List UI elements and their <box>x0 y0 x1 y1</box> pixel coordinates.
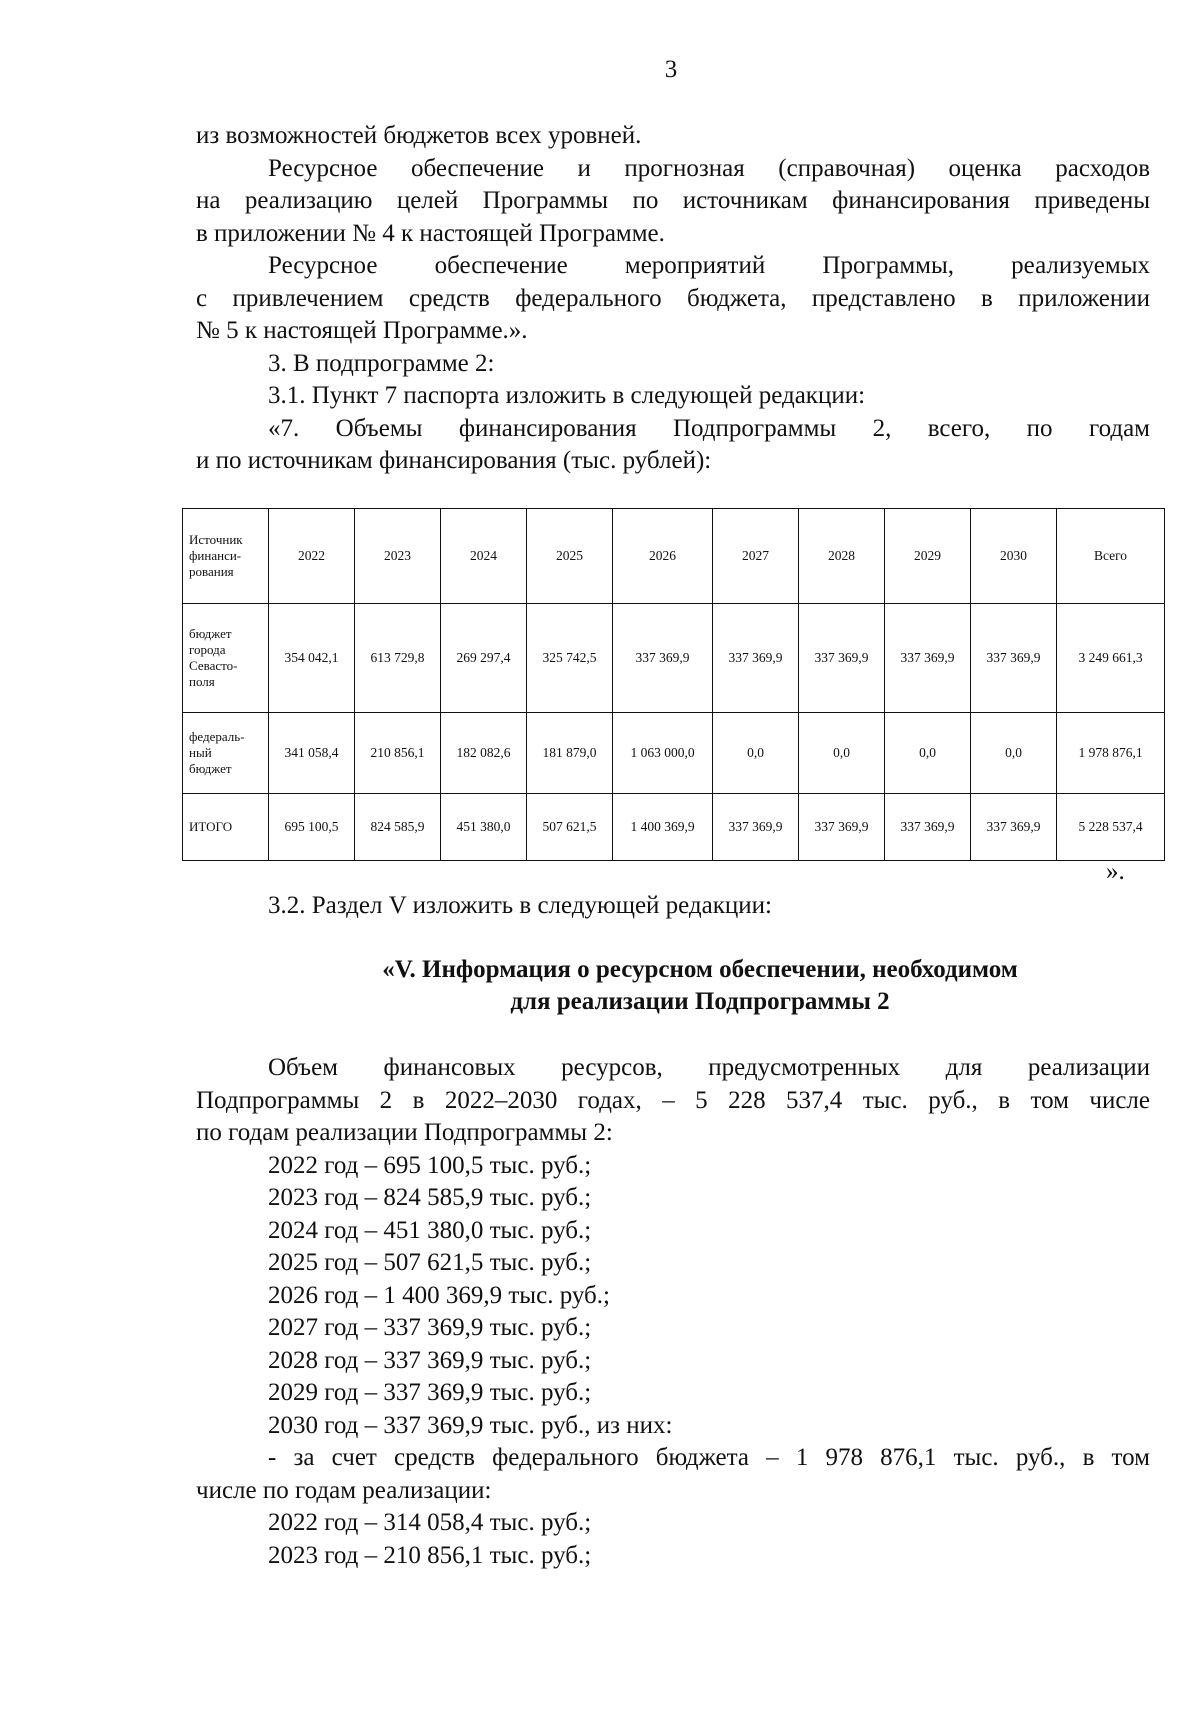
paragraph-continuation: из возможностей бюджетов всех уровней. <box>196 122 642 149</box>
header-source-line: финанси- <box>189 548 242 563</box>
row-source-cell <box>183 604 269 713</box>
value-cell: 182 082,6 <box>441 713 527 794</box>
federal-line1: - за счет средств федерального бюджета – 1 978 876,1 тыс. руб., в том <box>268 1444 1150 1471</box>
table-row <box>183 794 1165 861</box>
body-line3: по годам реализации Подпрограммы 2: <box>196 1119 613 1146</box>
source-line: Севасто- <box>189 658 238 673</box>
source-line: федераль- <box>189 729 245 744</box>
paragraph-federal-line2: с привлечением средств федерального бюджета, представлено в приложении <box>196 285 1150 312</box>
year-line: 2027 год – 337 369,9 тыс. руб.; <box>268 1314 592 1341</box>
federal-year-line: 2023 год – 210 856,1 тыс. руб.; <box>268 1542 592 1569</box>
section-heading <box>250 954 1150 1018</box>
section-heading-line2: для реализации Подпрограммы 2 <box>510 988 890 1015</box>
header-year-cell: 2023 <box>355 509 441 604</box>
year-line: 2025 год – 507 621,5 тыс. руб.; <box>268 1249 592 1276</box>
value-cell: 337 369,9 <box>613 604 713 713</box>
value-cell: 341 058,4 <box>269 713 355 794</box>
value-cell: 337 369,9 <box>799 794 885 861</box>
paragraph-resources-line2: на реализацию целей Программы по источникам финансирования приведены <box>196 187 1150 214</box>
value-cell: 613 729,8 <box>355 604 441 713</box>
value-cell: 269 297,4 <box>441 604 527 713</box>
year-line: 2026 год – 1 400 369,9 тыс. руб.; <box>268 1282 610 1309</box>
page-number: 3 <box>664 56 678 83</box>
value-cell: 507 621,5 <box>527 794 613 861</box>
item-3-1-quote-line2: и по источникам финансирования (тыс. рублей): <box>196 447 712 474</box>
value-cell: 337 369,9 <box>713 794 799 861</box>
value-cell: 451 380,0 <box>441 794 527 861</box>
value-cell: 0,0 <box>799 713 885 794</box>
header-source-line: рования <box>189 564 234 579</box>
source-line: поля <box>189 674 215 689</box>
federal-year-line: 2022 год – 314 058,4 тыс. руб.; <box>268 1509 592 1536</box>
year-line: 2029 год – 337 369,9 тыс. руб.; <box>268 1379 592 1406</box>
header-year-cell: 2024 <box>441 509 527 604</box>
source-line: бюджет <box>189 761 232 776</box>
value-total-cell: 1 978 876,1 <box>1057 713 1165 794</box>
source-line: города <box>189 642 226 657</box>
item-3: 3. В подпрограмме 2: <box>268 350 495 377</box>
value-cell: 824 585,9 <box>355 794 441 861</box>
value-cell: 337 369,9 <box>713 604 799 713</box>
body-line2: Подпрограммы 2 в 2022–2030 годах, – 5 228 537,4 тыс. руб., в том числе <box>196 1087 1150 1114</box>
source-line: бюджет <box>189 626 232 641</box>
paragraph-federal-line1: Ресурсное обеспечение мероприятий Программы, реализуемых <box>268 252 1150 279</box>
value-cell: 325 742,5 <box>527 604 613 713</box>
table-row <box>183 604 1165 713</box>
value-cell: 337 369,9 <box>885 604 971 713</box>
header-year-cell: 2030 <box>971 509 1057 604</box>
item-3-2: 3.2. Раздел V изложить в следующей редакции: <box>268 892 772 919</box>
year-line: 2023 год – 824 585,9 тыс. руб.; <box>268 1184 592 1211</box>
value-cell: 1 400 369,9 <box>613 794 713 861</box>
closing-quote: ». <box>1106 858 1125 885</box>
year-line: 2028 год – 337 369,9 тыс. руб.; <box>268 1347 592 1374</box>
paragraph-federal-line3: № 5 к настоящей Программе.». <box>196 317 528 344</box>
value-total-cell: 5 228 537,4 <box>1057 794 1165 861</box>
row-source-cell <box>183 794 269 861</box>
body-line1: Объем финансовых ресурсов, предусмотренных для реализации <box>268 1054 1150 1081</box>
value-cell: 337 369,9 <box>971 604 1057 713</box>
source-line: ный <box>189 745 212 760</box>
table-header-row <box>183 509 1165 604</box>
value-cell: 337 369,9 <box>885 794 971 861</box>
value-cell: 181 879,0 <box>527 713 613 794</box>
value-cell: 1 063 000,0 <box>613 713 713 794</box>
header-year-cell: 2025 <box>527 509 613 604</box>
value-cell: 210 856,1 <box>355 713 441 794</box>
header-year-cell: 2022 <box>269 509 355 604</box>
header-source-line: Источник <box>189 532 243 547</box>
federal-line2: числе по годам реализации: <box>196 1477 492 1504</box>
item-3-1-quote-line1: «7. Объемы финансирования Подпрограммы 2, всего, по годам <box>268 415 1150 442</box>
value-cell: 0,0 <box>971 713 1057 794</box>
value-cell: 337 369,9 <box>799 604 885 713</box>
header-source-cell <box>183 509 269 604</box>
value-cell: 337 369,9 <box>971 794 1057 861</box>
value-cell: 695 100,5 <box>269 794 355 861</box>
value-cell: 0,0 <box>885 713 971 794</box>
header-total-cell: Всего <box>1057 509 1165 604</box>
source-line: ИТОГО <box>189 819 233 834</box>
value-cell: 354 042,1 <box>269 604 355 713</box>
year-line: 2024 год – 451 380,0 тыс. руб.; <box>268 1217 592 1244</box>
financing-table <box>182 508 1165 861</box>
year-line: 2022 год – 695 100,5 тыс. руб.; <box>268 1152 592 1179</box>
value-cell: 0,0 <box>713 713 799 794</box>
header-year-cell: 2029 <box>885 509 971 604</box>
table-row <box>183 713 1165 794</box>
section-heading-line1: «V. Информация о ресурсном обеспечении, необходимом <box>382 956 1018 983</box>
header-year-cell: 2028 <box>799 509 885 604</box>
row-source-cell <box>183 713 269 794</box>
header-year-cell: 2027 <box>713 509 799 604</box>
year-line: 2030 год – 337 369,9 тыс. руб., из них: <box>268 1412 673 1439</box>
item-3-1: 3.1. Пункт 7 паспорта изложить в следующей редакции: <box>268 382 866 409</box>
header-year-cell: 2026 <box>613 509 713 604</box>
paragraph-resources-line3: в приложении № 4 к настоящей Программе. <box>196 220 665 247</box>
value-total-cell: 3 249 661,3 <box>1057 604 1165 713</box>
paragraph-resources-line1: Ресурсное обеспечение и прогнозная (справочная) оценка расходов <box>268 155 1150 182</box>
